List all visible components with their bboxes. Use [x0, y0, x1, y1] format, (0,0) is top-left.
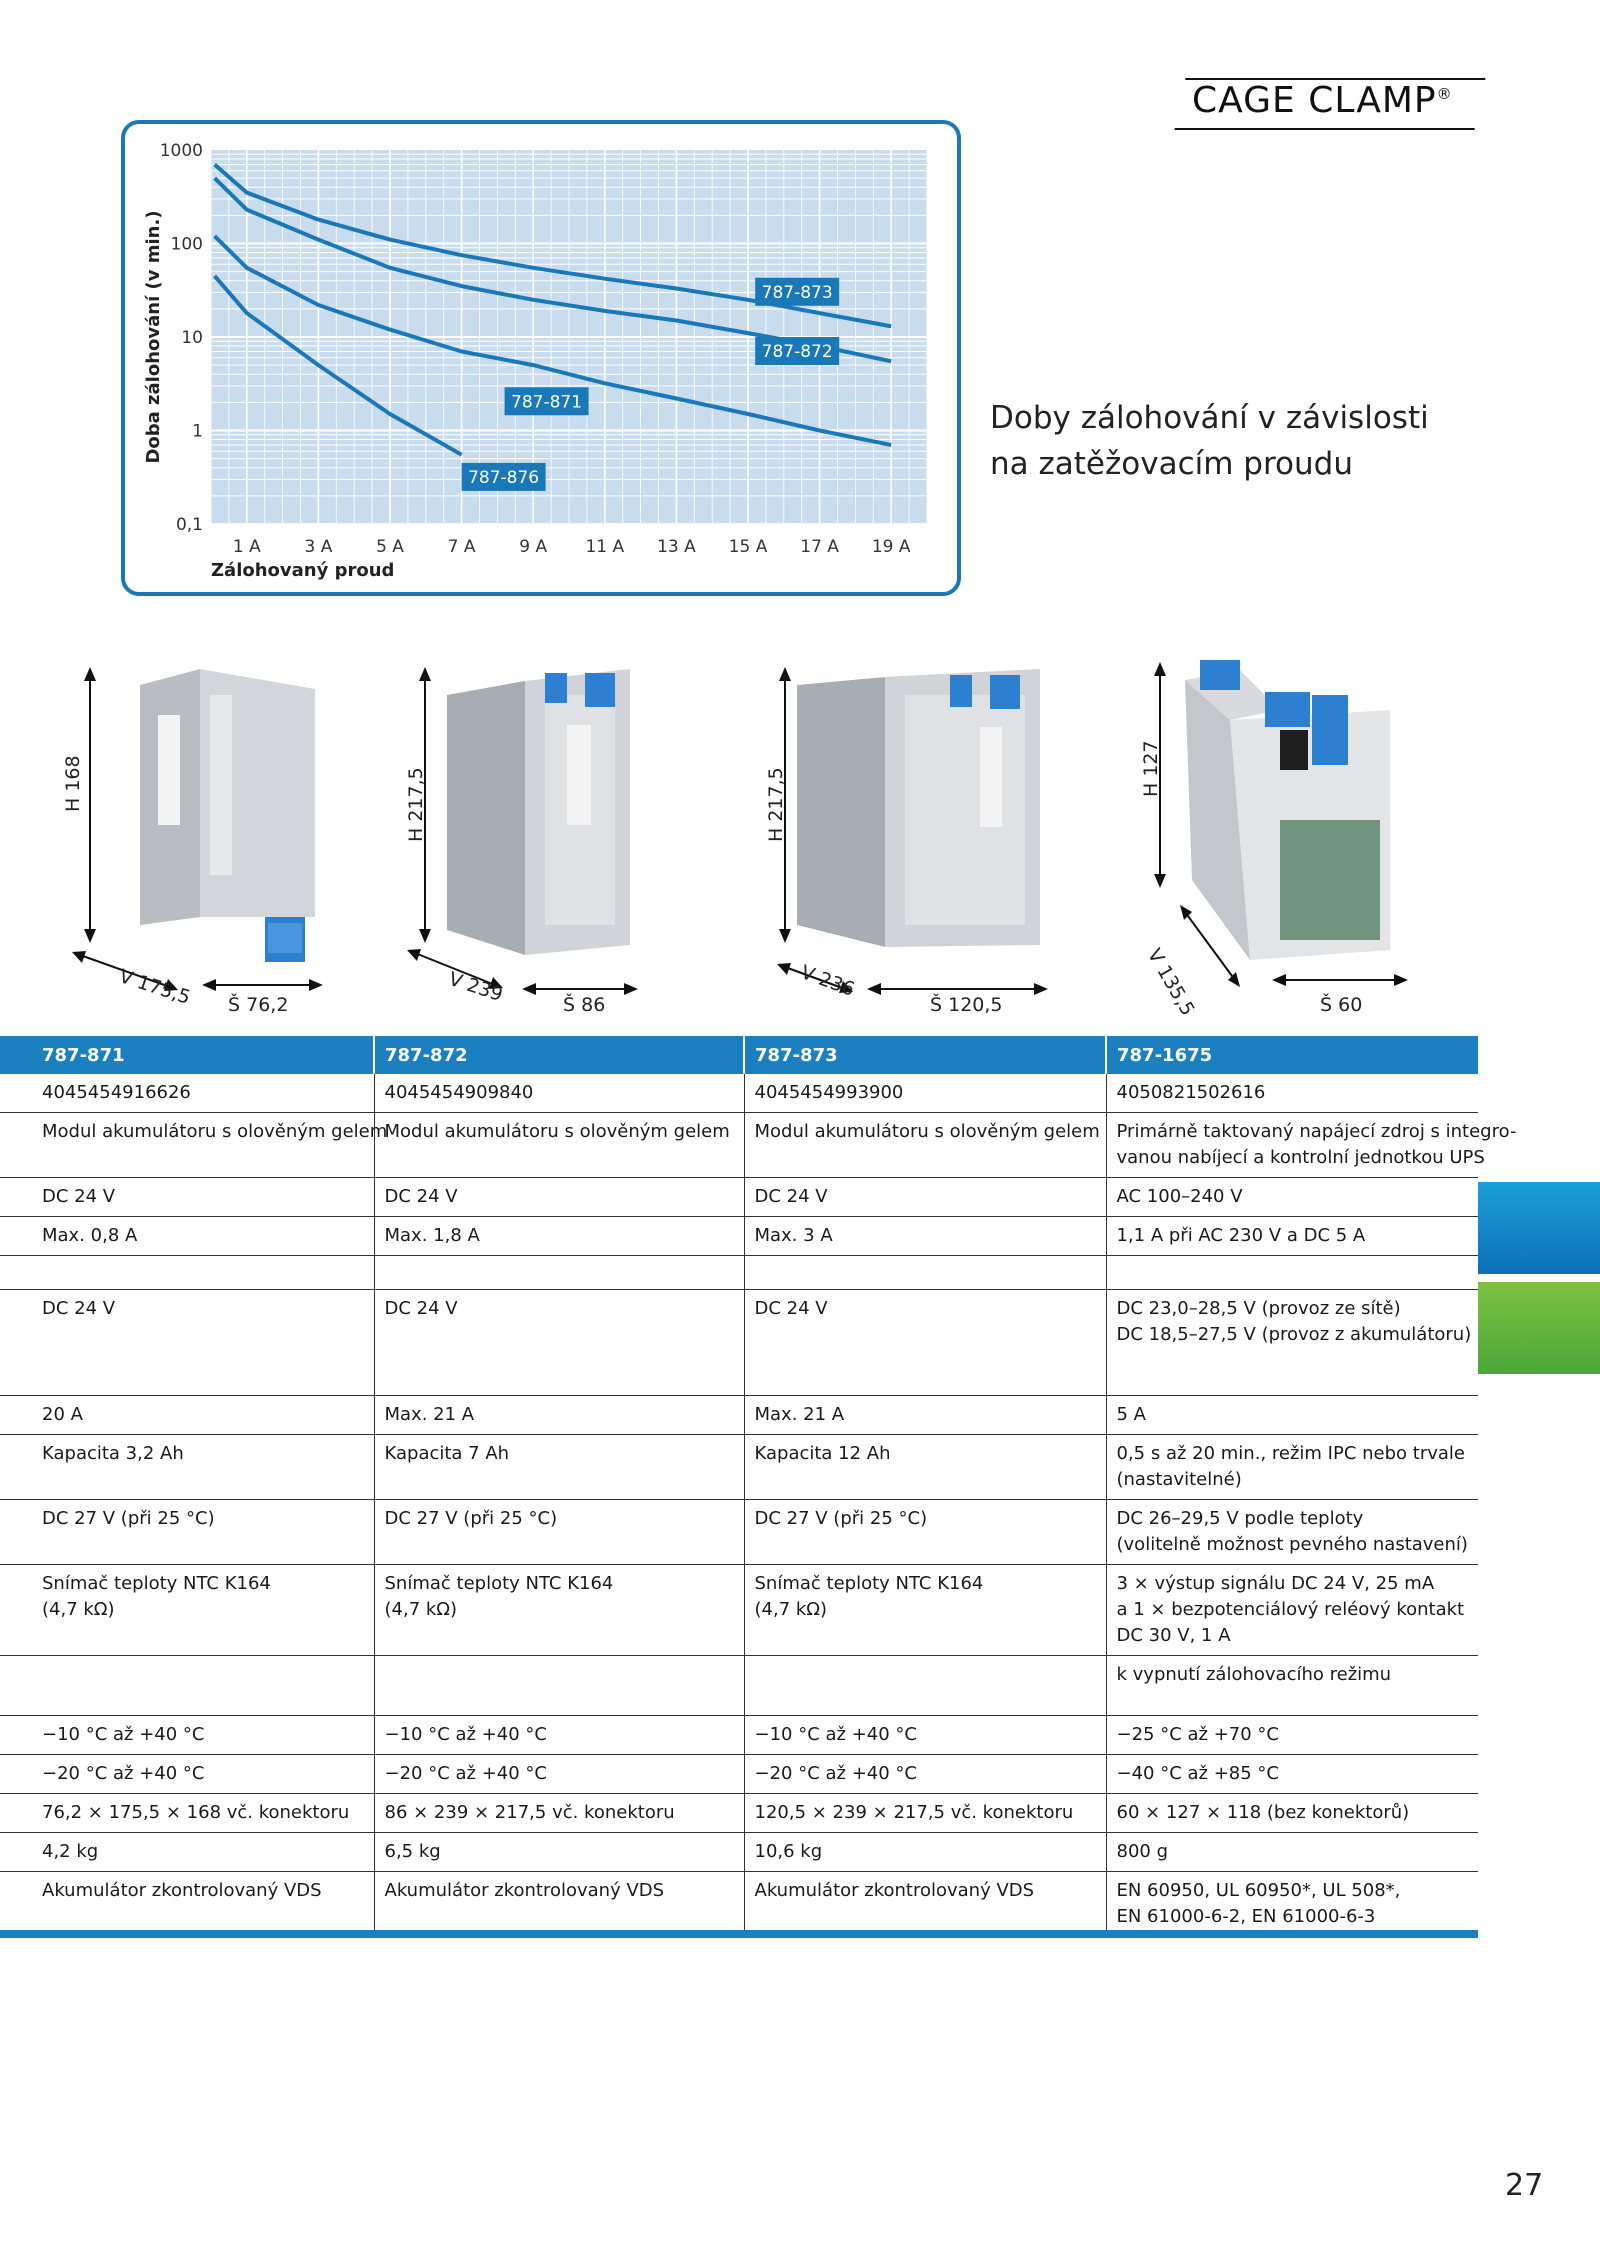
table-cell: −10 °C až +40 °C — [744, 1716, 1106, 1755]
table-cell: 86 × 239 × 217,5 vč. konektoru — [374, 1794, 744, 1833]
table-cell: 3 × výstup signálu DC 24 V, 25 mA a 1 × bezpotenciálový reléový kontakt DC 30 V, 1 A — [1106, 1565, 1478, 1656]
x-tick-label: 1 A — [232, 537, 261, 557]
table-cell: Kapacita 12 Ah — [744, 1435, 1106, 1500]
spec-table — [0, 1036, 1517, 1936]
table-cell — [0, 1256, 374, 1290]
table-cell: Max. 21 A — [744, 1396, 1106, 1435]
table-cell: 4045454909840 — [374, 1074, 744, 1113]
table-cell: Modul akumulátoru s olověným gelem — [374, 1113, 744, 1178]
table-cell: DC 24 V — [0, 1178, 374, 1217]
dim-h-787-871: H 168 — [62, 755, 84, 812]
x-axis-label: Zálohovaný proud — [211, 560, 395, 581]
table-row — [0, 1435, 1478, 1500]
caption-line-2: na zatěžovacím proudu — [990, 446, 1353, 482]
table-row — [0, 1500, 1478, 1565]
dim-s-787-1675: Š 60 — [1320, 994, 1363, 1016]
series-label-787-872: 787-872 — [761, 342, 833, 362]
header-787-1675: 787-1675 — [1106, 1036, 1478, 1074]
x-tick-label: 3 A — [304, 537, 333, 557]
backup-time-chart — [125, 124, 957, 592]
table-cell — [374, 1656, 744, 1716]
table-cell: Modul akumulátoru s olověným gelem — [744, 1113, 1106, 1178]
table-cell: Max. 3 A — [744, 1217, 1106, 1256]
x-tick-label: 13 A — [657, 537, 696, 557]
table-cell: Akumulátor zkontrolovaný VDS — [0, 1872, 374, 1937]
table-row — [0, 1755, 1478, 1794]
x-tick-label: 9 A — [519, 537, 548, 557]
table-cell: EN 60950, UL 60950*, UL 508*, EN 61000-6-2, EN 61000-6-3 — [1116, 1880, 1401, 1927]
table-cell: DC 24 V — [0, 1290, 374, 1396]
x-tick-label: 7 A — [447, 537, 476, 557]
table-cell — [374, 1256, 744, 1290]
table-cell: Snímač teploty NTC K164 (4,7 kΩ) — [0, 1565, 374, 1656]
product-image-787-872 — [405, 655, 705, 1015]
table-cell: 800 g — [1106, 1833, 1478, 1872]
table-cell: Kapacita 3,2 Ah — [0, 1435, 374, 1500]
table-cell: 0,5 s až 20 min., režim IPC nebo trvale (nastavitelné) — [1106, 1435, 1478, 1500]
table-cell: 20 A — [0, 1396, 374, 1435]
table-cell: Max. 21 A — [374, 1396, 744, 1435]
table-cell: 4,2 kg — [0, 1833, 374, 1872]
y-tick-label: 100 — [170, 234, 203, 255]
table-cell: 76,2 × 175,5 × 168 vč. konektoru — [0, 1794, 374, 1833]
table-cell: 10,6 kg — [744, 1833, 1106, 1872]
table-cell: 5 A — [1106, 1396, 1478, 1435]
product-image-787-871 — [60, 655, 330, 1015]
series-label-787-876: 787-876 — [468, 467, 540, 488]
table-row — [0, 1256, 1478, 1290]
dim-s-787-873: Š 120,5 — [930, 994, 1003, 1016]
table-cell — [744, 1256, 1106, 1290]
dim-v-787-1675: V 135,5 — [1142, 945, 1199, 1020]
table-cell: Snímač teploty NTC K164 (4,7 kΩ) — [374, 1565, 744, 1656]
table-cell: DC 23,0–28,5 V (provoz ze sítě) DC 18,5–27,5 V (provoz z akumulátoru) — [1106, 1290, 1478, 1396]
table-cell: 4045454993900 — [744, 1074, 1106, 1113]
table-bottom-bar — [0, 1930, 1478, 1938]
side-tab-blue — [1478, 1182, 1600, 1274]
table-cell: 120,5 × 239 × 217,5 vč. konektoru — [744, 1794, 1106, 1833]
table-cell: DC 27 V (při 25 °C) — [744, 1500, 1106, 1565]
product-image-787-873 — [765, 655, 1065, 1015]
y-tick-label: 1000 — [159, 141, 203, 161]
table-cell: −25 °C až +70 °C — [1106, 1716, 1478, 1755]
table-row — [0, 1396, 1478, 1435]
table-cell: DC 24 V — [744, 1178, 1106, 1217]
table-row — [0, 1290, 1478, 1396]
table-row — [0, 1565, 1478, 1656]
table-row — [0, 1074, 1478, 1113]
table-cell: Primárně taktovaný napájecí zdroj s integro- vanou nabíjecí a kontrolní jednotkou UPS — [1106, 1113, 1478, 1178]
table-cell: Akumulátor zkontrolovaný VDS — [374, 1872, 744, 1937]
x-tick-label: 15 A — [728, 537, 768, 557]
side-tab-green — [1478, 1282, 1600, 1374]
dim-v-787-871: V 175,5 — [116, 965, 194, 1009]
dim-s-787-872: Š 86 — [563, 994, 606, 1016]
dim-h-787-872: H 217,5 — [405, 767, 427, 842]
table-cell: −10 °C až +40 °C — [374, 1716, 744, 1755]
table-cell: −20 °C až +40 °C — [744, 1755, 1106, 1794]
y-tick-label: 1 — [192, 421, 203, 442]
header-787-873: 787-873 — [744, 1036, 1106, 1074]
series-label-787-873: 787-873 — [761, 282, 833, 303]
table-cell: 60 × 127 × 118 (bez konektorů) — [1106, 1794, 1478, 1833]
y-tick-label: 0,1 — [175, 515, 203, 535]
cage-clamp-logo — [1180, 78, 1480, 126]
chart-frame — [121, 120, 961, 596]
caption-line-1: Doby zálohování v závislosti — [990, 400, 1429, 436]
series-label-787-871: 787-871 — [511, 392, 583, 413]
table-cell: DC 27 V (při 25 °C) — [0, 1500, 374, 1565]
table-cell: Modul akumulátoru s olověným gelem — [0, 1113, 374, 1178]
product-image-787-1675 — [1140, 650, 1420, 1010]
dim-h-787-1675: H 127 — [1140, 740, 1162, 797]
dim-h-787-873: H 217,5 — [765, 767, 787, 842]
table-cell: Kapacita 7 Ah — [374, 1435, 744, 1500]
x-tick-label: 19 A — [871, 537, 911, 557]
table-cell — [0, 1656, 374, 1716]
header-787-871: 787-871 — [0, 1036, 374, 1074]
y-tick-label: 10 — [181, 328, 203, 348]
table-cell: DC 26–29,5 V podle teploty (volitelně možnost pevného nastavení) — [1106, 1500, 1478, 1565]
x-tick-label: 5 A — [376, 537, 404, 557]
table-cell — [1106, 1256, 1478, 1290]
table-cell: Max. 0,8 A — [0, 1217, 374, 1256]
page-number: 27 — [1505, 2168, 1544, 2203]
table-cell: Akumulátor zkontrolovaný VDS — [744, 1872, 1106, 1937]
table-cell: DC 24 V — [374, 1290, 744, 1396]
logo-text: CAGE CLAMP® — [1192, 80, 1453, 121]
table-cell: 4050821502616 — [1106, 1074, 1478, 1113]
dim-s-787-871: Š 76,2 — [228, 994, 289, 1016]
table-cell: DC 27 V (při 25 °C) — [374, 1500, 744, 1565]
table-cell: 1,1 A při AC 230 V a DC 5 A — [1106, 1217, 1478, 1256]
table-row — [0, 1217, 1478, 1256]
table-row — [0, 1656, 1478, 1716]
table-cell: DC 24 V — [374, 1178, 744, 1217]
dim-v-787-873: V 236 — [797, 961, 858, 1001]
dim-v-787-872: V 239 — [445, 967, 506, 1007]
table-row — [0, 1833, 1478, 1872]
table-cell — [744, 1656, 1106, 1716]
chart-caption — [990, 395, 1429, 487]
x-tick-label: 11 A — [585, 537, 625, 557]
table-row — [0, 1794, 1478, 1833]
table-cell: −40 °C až +85 °C — [1106, 1755, 1478, 1794]
table-cell: k vypnutí zálohovacího režimu — [1106, 1656, 1478, 1716]
header-787-872: 787-872 — [374, 1036, 744, 1074]
table-cell: AC 100–240 V — [1106, 1178, 1478, 1217]
table-cell: 4045454916626 — [0, 1074, 374, 1113]
table-cell: Snímač teploty NTC K164 (4,7 kΩ) — [744, 1565, 1106, 1656]
table-row — [0, 1113, 1478, 1178]
table-cell: −10 °C až +40 °C — [0, 1716, 374, 1755]
table-header-row — [0, 1036, 1478, 1074]
table-cell: Max. 1,8 A — [374, 1217, 744, 1256]
table-cell: −20 °C až +40 °C — [0, 1755, 374, 1794]
table-row — [0, 1178, 1478, 1217]
table-cell: 6,5 kg — [374, 1833, 744, 1872]
table-row — [0, 1716, 1478, 1755]
table-row — [0, 1872, 1478, 1937]
x-tick-label: 17 A — [800, 537, 839, 557]
table-cell: −20 °C až +40 °C — [374, 1755, 744, 1794]
table-cell: DC 24 V — [744, 1290, 1106, 1396]
y-axis-label: Doba zálohování (v min.) — [143, 210, 164, 464]
